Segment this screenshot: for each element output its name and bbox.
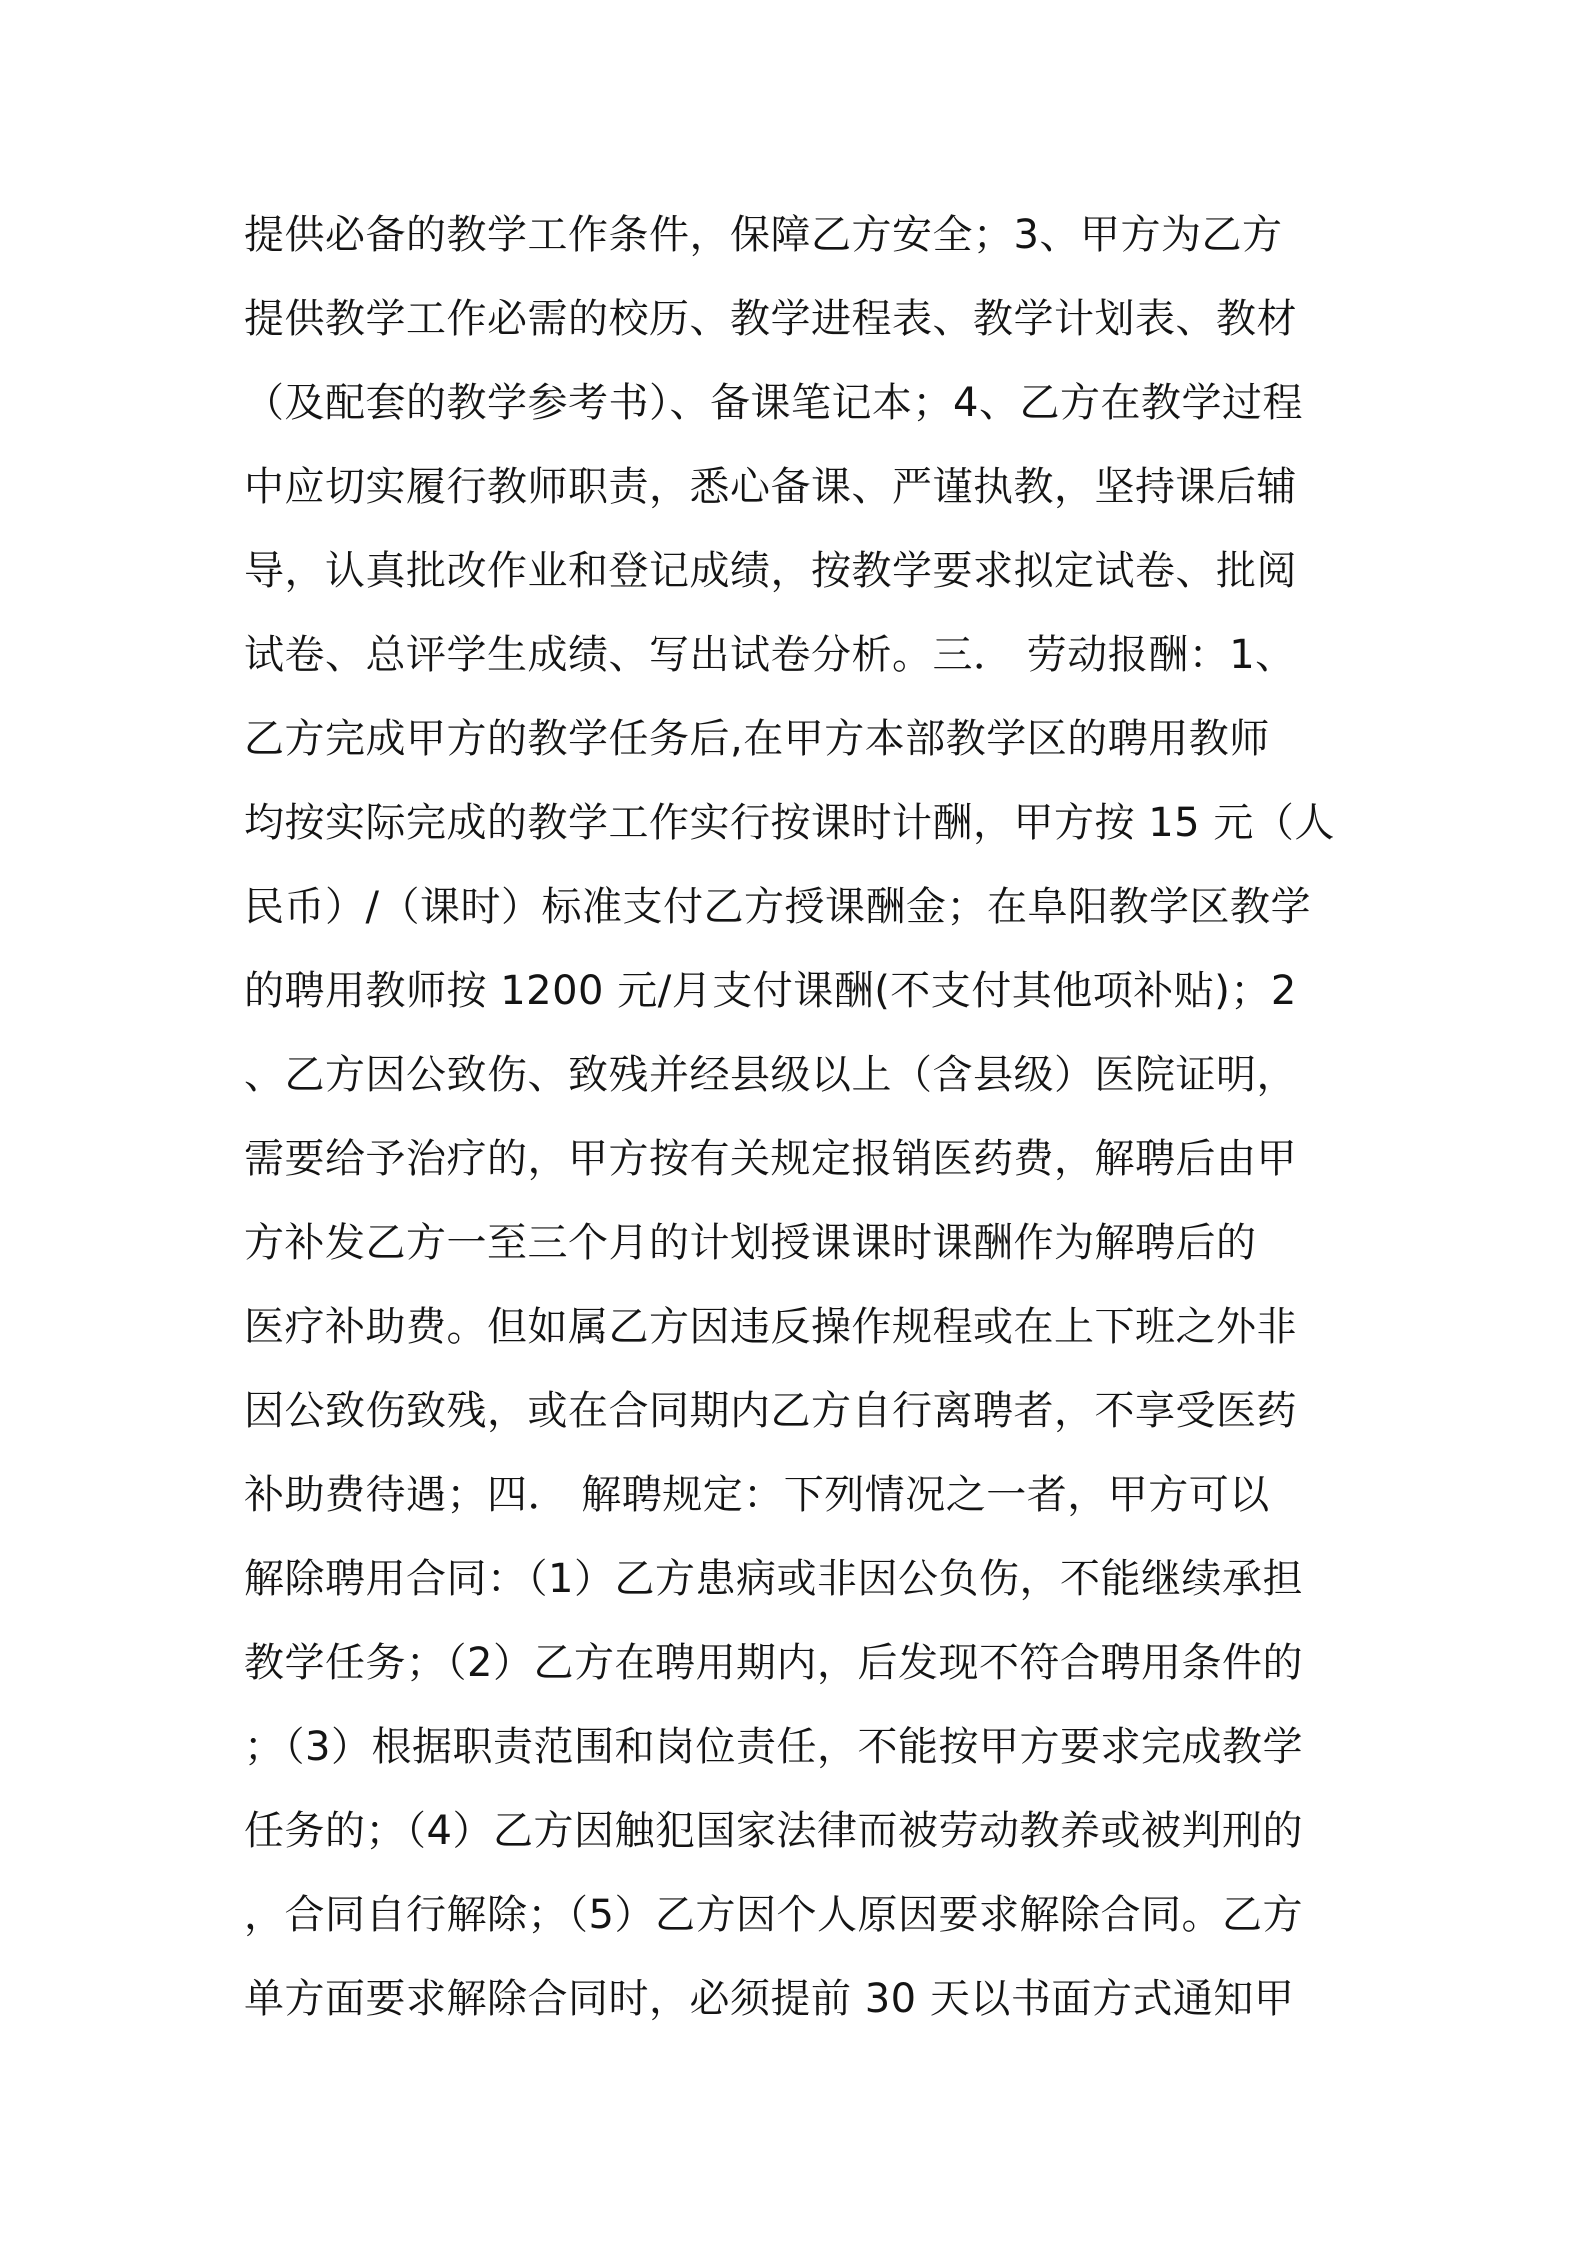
text-line-1: 提供必备的教学工作条件，保障乙方安全；3、甲方为乙方 (244, 212, 1283, 258)
text-line-18: 教学任务；（2）乙方在聘用期内，后发现不符合聘用条件的 (244, 1640, 1303, 1686)
text-line-9: 民币）/（课时）标准支付乙方授课酬金；在阜阳教学区教学 (244, 884, 1311, 930)
text-line-12: 需要给予治疗的，甲方按有关规定报销医药费，解聘后由甲 (244, 1136, 1297, 1182)
text-line-10: 的聘用教师按 1200 元/月支付课酬(不支付其他项补贴)；2 (244, 968, 1297, 1014)
contract-text-body (244, 193, 1354, 2041)
text-line-11: 、乙方因公致伤、致残并经县级以上（含县级）医院证明， (244, 1052, 1297, 1098)
text-line-17: 解除聘用合同：（1）乙方患病或非因公负伤，不能继续承担 (244, 1556, 1303, 1602)
text-line-5: 导，认真批改作业和登记成绩，按教学要求拟定试卷、批阅 (244, 548, 1297, 594)
text-line-3: （及配套的教学参考书）、备课笔记本；4、乙方在教学过程 (244, 380, 1303, 426)
text-line-22: 单方面要求解除合同时，必须提前 30 天以书面方式通知甲 (244, 1976, 1295, 2022)
text-line-19: ；（3）根据职责范围和岗位责任，不能按甲方要求完成教学 (244, 1724, 1303, 1770)
text-line-14: 医疗补助费。但如属乙方因违反操作规程或在上下班之外非 (244, 1304, 1297, 1350)
text-line-15: 因公致伤致残，或在合同期内乙方自行离聘者，不享受医药 (244, 1388, 1297, 1434)
text-line-8: 均按实际完成的教学工作实行按课时计酬，甲方按 15 元（人 (244, 800, 1335, 846)
text-line-2: 提供教学工作必需的校历、教学进程表、教学计划表、教材 (244, 296, 1297, 342)
text-line-21: ，合同自行解除；（5）乙方因个人原因要求解除合同。乙方 (244, 1892, 1303, 1938)
text-line-4: 中应切实履行教师职责，悉心备课、严谨执教，坚持课后辅 (244, 464, 1297, 510)
text-line-7: 乙方完成甲方的教学任务后,在甲方本部教学区的聘用教师 (244, 716, 1270, 762)
text-line-6: 试卷、总评学生成绩、写出试卷分析。三． 劳动报酬：1、 (244, 632, 1296, 678)
text-line-20: 任务的；（4）乙方因触犯国家法律而被劳动教养或被判刑的 (244, 1808, 1303, 1854)
text-line-13: 方补发乙方一至三个月的计划授课课时课酬作为解聘后的 (244, 1220, 1257, 1266)
text-line-16: 补助费待遇；四． 解聘规定：下列情况之一者，甲方可以 (244, 1472, 1270, 1518)
